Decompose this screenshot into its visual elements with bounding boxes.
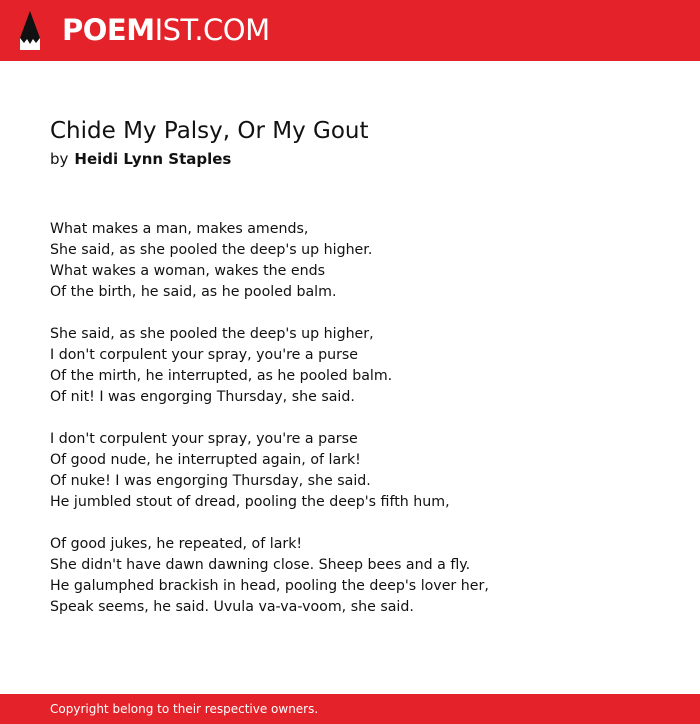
site-header xyxy=(0,0,700,61)
logo-text-bold: POEM xyxy=(62,13,155,47)
poem-line: Of nuke! I was engorging Thursday, she said. xyxy=(50,473,371,489)
poem-stanza xyxy=(50,429,670,513)
site-footer xyxy=(0,694,700,724)
poem-line: She said, as she pooled the deep's up higher, xyxy=(50,326,374,342)
logo-text-light: IST.COM xyxy=(154,13,270,47)
pencil-tip-icon[interactable] xyxy=(18,10,42,51)
poem-title: Chide My Palsy, Or My Gout xyxy=(50,118,369,144)
poem-line: Of nit! I was engorging Thursday, she said. xyxy=(50,389,355,405)
poem-line: What makes a man, makes amends, xyxy=(50,221,309,237)
poem-line: Of the birth, he said, as he pooled balm. xyxy=(50,284,337,300)
poem-line: Of good jukes, he repeated, of lark! xyxy=(50,536,303,552)
poem-stanza xyxy=(50,324,670,408)
poem-line: She didn't have dawn dawning close. Sheep bees and a fly. xyxy=(50,557,471,573)
poem-stanza xyxy=(50,219,670,303)
poem-line: He galumphed brackish in head, pooling the deep's lover her, xyxy=(50,578,489,594)
poem-line: She said, as she pooled the deep's up higher. xyxy=(50,242,373,258)
byline xyxy=(50,150,231,168)
poem-line: I don't corpulent your spray, you're a purse xyxy=(50,347,359,363)
poem-line: Of the mirth, he interrupted, as he pooled balm. xyxy=(50,368,393,384)
poem-line: I don't corpulent your spray, you're a parse xyxy=(50,431,358,447)
poem-stanza xyxy=(50,534,670,618)
copyright-notice: Copyright belong to their respective owners. xyxy=(50,702,319,716)
poem-line: What wakes a woman, wakes the ends xyxy=(50,263,325,279)
author-link[interactable]: Heidi Lynn Staples xyxy=(74,150,232,168)
poem-line: Speak seems, he said. Uvula va-va-voom, she said. xyxy=(50,599,414,615)
by-label: by xyxy=(50,150,69,168)
poem-body xyxy=(50,219,670,639)
poem-line: Of good nude, he interrupted again, of lark! xyxy=(50,452,361,468)
poem-line: He jumbled stout of dread, pooling the deep's fifth hum, xyxy=(50,494,450,510)
site-logo-link[interactable] xyxy=(62,13,270,47)
